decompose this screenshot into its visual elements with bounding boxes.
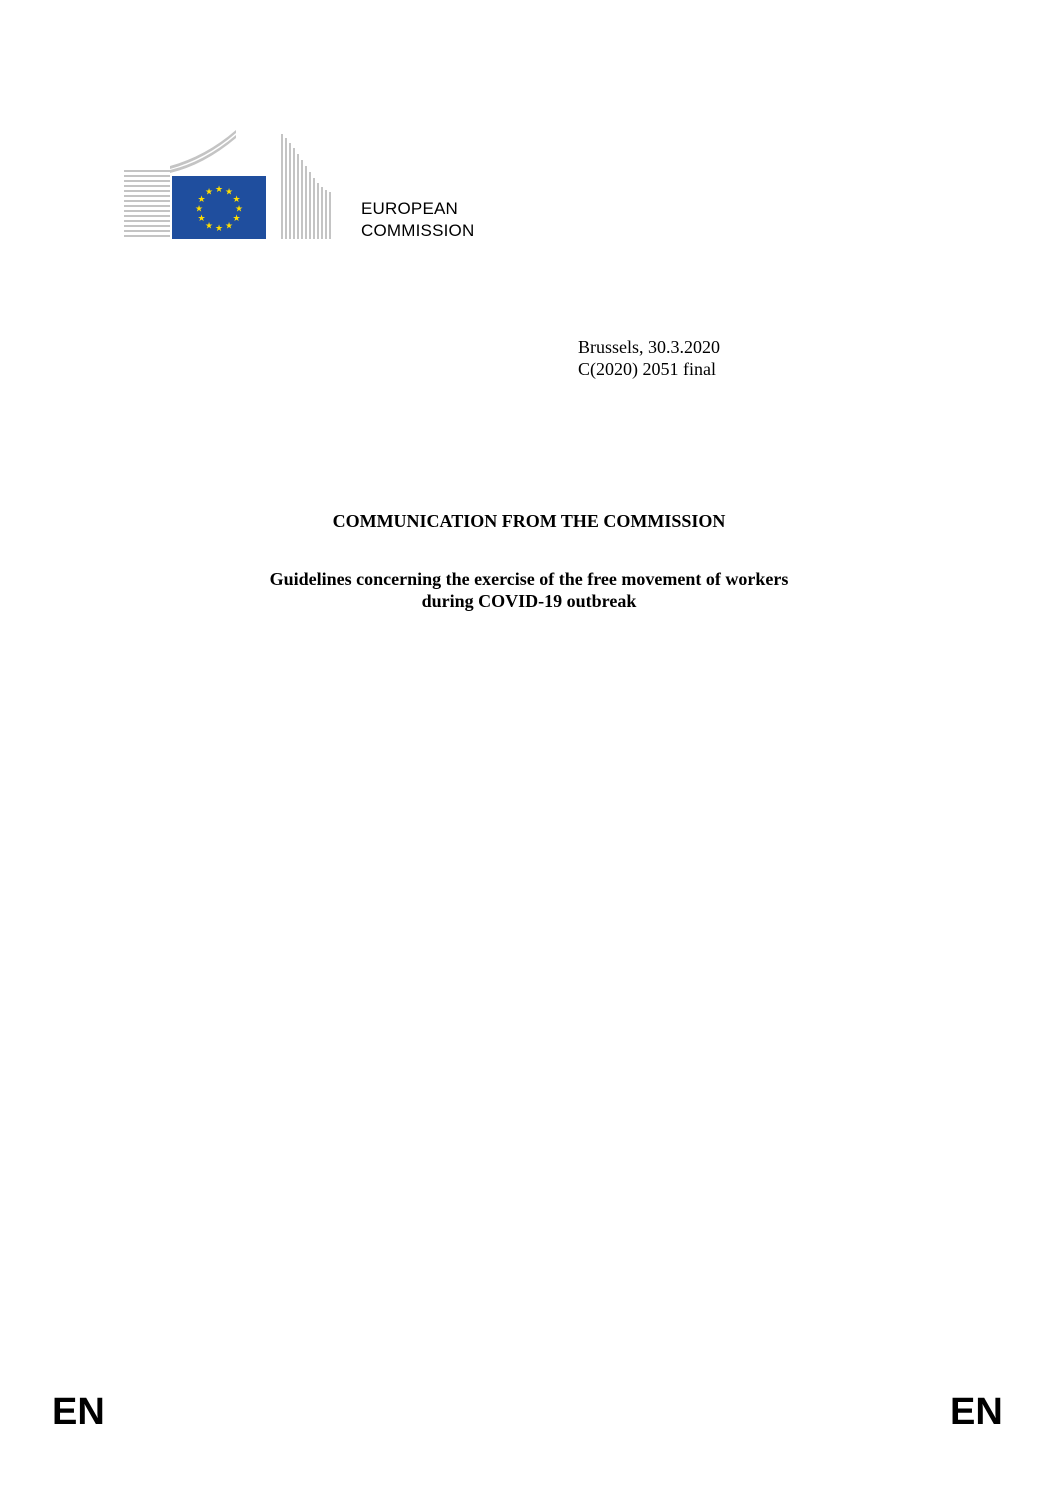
- document-meta: [578, 336, 720, 380]
- document-title-line2: during COVID-19 outbreak: [421, 591, 637, 611]
- organisation-name-line1: EUROPEAN: [361, 199, 459, 218]
- svg-text:★: ★: [232, 214, 241, 224]
- svg-text:★: ★: [197, 214, 206, 224]
- place-date: Brussels, 30.3.2020: [578, 337, 721, 357]
- svg-text:★: ★: [232, 195, 241, 205]
- organisation-name: [361, 198, 474, 242]
- svg-text:★: ★: [214, 224, 224, 234]
- document-type: COMMUNICATION FROM THE COMMISSION: [332, 511, 726, 531]
- svg-text:★: ★: [204, 221, 214, 232]
- svg-text:★: ★: [234, 204, 244, 215]
- svg-text:★: ★: [214, 185, 224, 195]
- svg-text:★: ★: [204, 187, 214, 198]
- document-title: [0, 568, 1058, 612]
- eu-flag: [172, 176, 266, 239]
- language-code-right: EN: [950, 1391, 1003, 1433]
- svg-text:★: ★: [224, 187, 234, 198]
- building-right-wing: [281, 134, 331, 239]
- svg-text:★: ★: [194, 204, 204, 215]
- svg-text:★: ★: [197, 195, 206, 205]
- document-title-line1: Guidelines concerning the exercise of the free movement of workers: [269, 569, 789, 589]
- document-reference: C(2020) 2051 final: [578, 359, 716, 379]
- european-commission-logo-icon: [124, 130, 334, 242]
- language-code-left: EN: [52, 1391, 105, 1433]
- svg-text:★: ★: [224, 221, 234, 232]
- organisation-name-line2: COMMISSION: [361, 221, 475, 240]
